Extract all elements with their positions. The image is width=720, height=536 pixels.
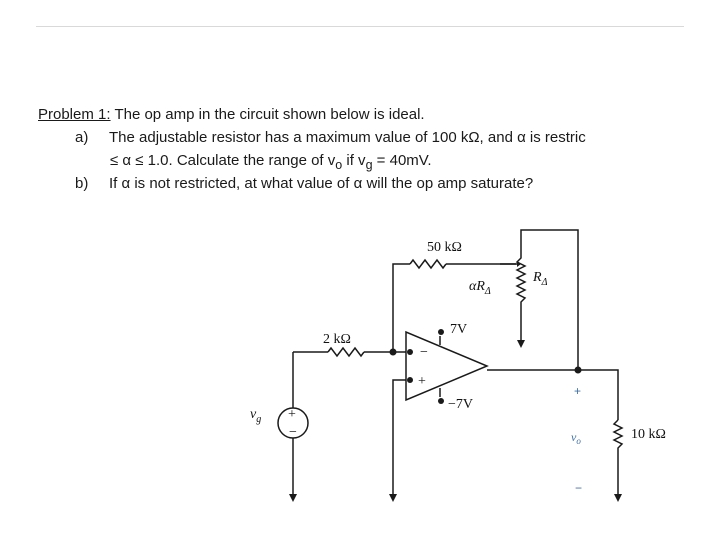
potentiometer-r-delta xyxy=(517,240,525,340)
problem-heading: Problem 1: xyxy=(38,106,111,123)
label-alpha-r: $\alpha R_\Delta$ xyxy=(469,279,491,297)
pot-top-to-output-wire xyxy=(521,230,578,372)
output-plus-sign: + xyxy=(574,384,582,398)
label-r-delta: $R_\Delta$ xyxy=(533,270,548,288)
op-amp-noninverting-sign: + xyxy=(418,374,426,389)
ground-arrow-source xyxy=(289,494,297,502)
label-vcc-negative: −7V xyxy=(448,397,474,412)
label-vcc-positive: 7V xyxy=(450,322,468,337)
vg-subscript: g xyxy=(365,158,373,172)
label-source-vg: $v_g$ xyxy=(250,407,262,425)
noninverting-ground-wire xyxy=(393,380,406,496)
label-r-load: 10 kΩ xyxy=(631,427,666,442)
source-minus-sign: − xyxy=(289,425,297,440)
ground-arrow-load xyxy=(614,494,622,502)
junction-dot-output xyxy=(575,367,582,374)
op-amp-inverting-sign: − xyxy=(420,345,428,360)
part-a-text-2: ≤ α ≤ 1.0. Calculate the range of v xyxy=(110,152,336,169)
part-a-text-4: = 40mV. xyxy=(372,152,432,169)
part-a-label: a) xyxy=(75,129,89,146)
ground-arrow-noninv xyxy=(389,494,397,502)
pos-supply-dot xyxy=(438,329,444,335)
part-b-label: b) xyxy=(75,175,89,192)
load-resistor-10k xyxy=(614,420,622,496)
wiper-arrowhead xyxy=(517,261,521,267)
feedback-left-wire xyxy=(393,264,410,352)
input-resistor-2k xyxy=(328,348,364,356)
noninverting-input-dot xyxy=(407,377,413,383)
label-output-vo: $v_o$ xyxy=(571,430,581,446)
part-a-text-3: if v xyxy=(342,152,366,169)
part-b-text: If α is not restricted, at what value of α will the op amp saturate? xyxy=(109,175,534,192)
part-a-text-1: The adjustable resistor has a maximum value of 100 kΩ, and α is restric xyxy=(109,129,586,146)
label-r-input: 2 kΩ xyxy=(323,332,351,347)
inverting-input-dot xyxy=(407,349,413,355)
neg-supply-dot xyxy=(438,398,444,404)
vo-subscript: o xyxy=(335,158,343,172)
output-wire xyxy=(487,370,618,420)
label-r-feedback: 50 kΩ xyxy=(427,240,462,255)
output-minus-sign: − xyxy=(575,481,583,495)
op-amp-triangle xyxy=(406,332,487,400)
feedback-resistor-50k xyxy=(410,260,446,268)
source-plus-sign: + xyxy=(288,407,296,422)
ground-arrow-pot xyxy=(517,340,525,348)
problem-intro: The op amp in the circuit shown below is ideal. xyxy=(110,106,425,123)
junction-dot-inverting xyxy=(390,349,397,356)
